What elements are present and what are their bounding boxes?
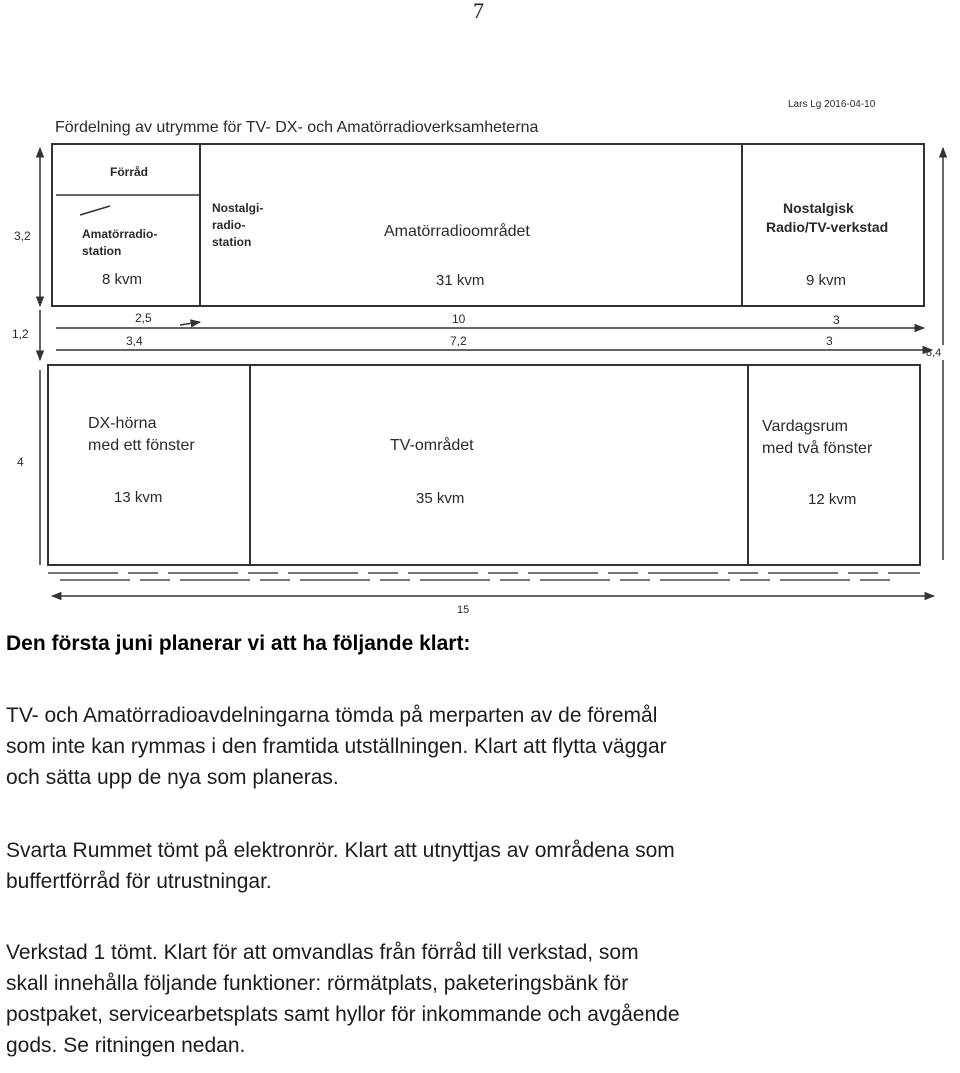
room-verkstad-line2: Radio/TV-verkstad — [766, 219, 889, 235]
room-dx-area: 13 kvm — [114, 489, 163, 506]
room-amator-omrade-area: 31 kvm — [436, 272, 485, 289]
dim-top-row-3: 3 — [833, 313, 840, 327]
room-amator-station-line1: Amatörradio- — [82, 227, 158, 241]
dim-top-height: 3,2 — [14, 229, 31, 243]
paragraph-line: skall innehålla följande funktioner: rörmätplats, paketeringsbänk för — [6, 972, 629, 995]
room-dx-line2: med ett fönster — [88, 437, 195, 454]
paragraph-verkstad — [6, 937, 956, 1061]
section-heading: Den första juni planerar vi att ha följande klart: — [6, 632, 471, 655]
paragraph-line: TV- och Amatörradioavdelningarna tömda på merparten av de föremål — [6, 704, 658, 727]
room-dx-line1: DX-hörna — [88, 415, 157, 432]
room-forrad: Förråd — [110, 165, 149, 179]
dim-bottom-row-1: 3,4 — [126, 334, 143, 348]
dim-right-height: 8,4 — [926, 347, 942, 359]
dim-total-width: 15 — [457, 604, 470, 615]
floor-edge-lines — [48, 573, 920, 580]
room-amator-station-line2: station — [82, 244, 122, 258]
plan-signature: Lars Lg 2016-04-10 — [788, 99, 876, 110]
paragraph-line: Svarta Rummet tömt på elektronrör. Klart att utnyttjas av områdena som — [6, 839, 675, 862]
dim-top-row-2: 10 — [452, 312, 466, 326]
paragraph-line: gods. Se ritningen nedan. — [6, 1034, 246, 1057]
plan-title: Fördelning av utrymme för TV- DX- och Amatörradioverksamheterna — [55, 119, 539, 136]
room-nostalgi-line3: station — [212, 235, 252, 249]
dim-bottom-row-3: 3 — [826, 334, 833, 348]
paragraph-emptying — [6, 700, 956, 793]
dim-corridor-height: 1,2 — [12, 327, 29, 341]
paragraph-svarta-rummet — [6, 835, 956, 897]
page-number: 7 — [473, 0, 484, 23]
paragraph-line: buffertförråd för utrustningar. — [6, 870, 272, 893]
room-vardagsrum-line1: Vardagsrum — [762, 418, 848, 435]
room-vardagsrum-line2: med två fönster — [762, 440, 873, 457]
bottom-block — [48, 365, 920, 565]
room-verkstad-area: 9 kvm — [806, 272, 847, 289]
paragraph-line: Verkstad 1 tömt. Klart för att omvandlas från förråd till verkstad, som — [6, 941, 639, 964]
room-amator-omrade: Amatörradioområdet — [384, 223, 530, 240]
dim-top-row-1: 2,5 — [135, 311, 152, 325]
corridor-dimension-lines — [56, 322, 932, 350]
room-nostalgi-line1: Nostalgi- — [212, 201, 264, 215]
dim-bottom-height: 4 — [17, 455, 24, 469]
room-nostalgi-line2: radio- — [212, 218, 246, 232]
room-verkstad-line1: Nostalgisk — [783, 200, 854, 216]
room-amator-station-area: 8 kvm — [102, 271, 143, 288]
paragraph-line: och sätta upp de nya som planeras. — [6, 766, 339, 789]
paragraph-line: som inte kan rymmas i den framtida utställningen. Klart att flytta väggar — [6, 735, 667, 758]
room-tv: TV-området — [390, 437, 474, 454]
dim-bottom-row-2: 7,2 — [450, 334, 467, 348]
room-tv-area: 35 kvm — [416, 490, 465, 507]
paragraph-line: postpaket, servicearbetsplats samt hyllor för inkommande och avgående — [6, 1003, 680, 1026]
room-vardagsrum-area: 12 kvm — [808, 491, 857, 508]
